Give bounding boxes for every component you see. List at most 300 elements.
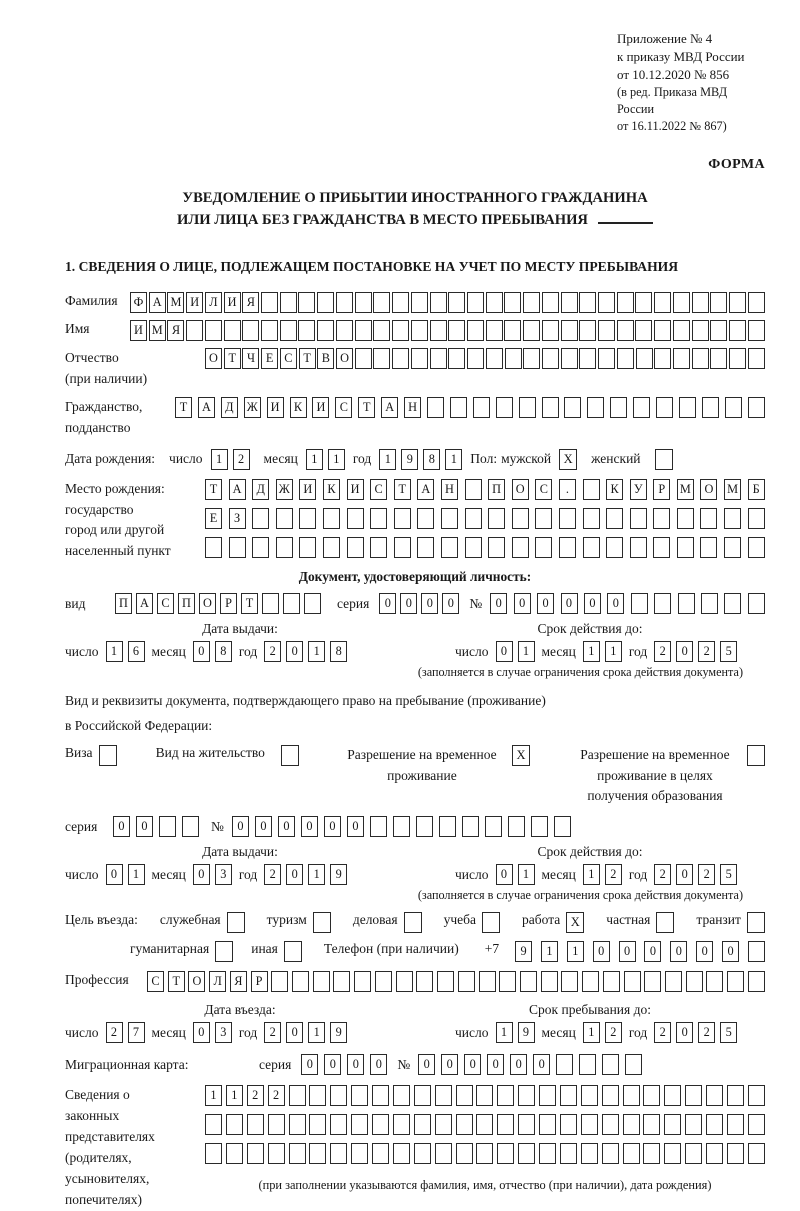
char-cell[interactable]: 1 (567, 941, 584, 962)
char-cell[interactable]: 0 (442, 593, 459, 614)
char-cell[interactable] (373, 292, 390, 313)
char-cell[interactable] (229, 537, 246, 558)
char-cell[interactable] (729, 292, 746, 313)
char-cell[interactable]: 9 (515, 941, 532, 962)
char-cell[interactable] (392, 320, 409, 341)
char-cell[interactable]: Я (242, 292, 259, 313)
char-cell[interactable] (748, 971, 765, 992)
char-cell[interactable] (476, 1143, 493, 1164)
char-cell[interactable] (531, 816, 548, 837)
char-cell[interactable] (664, 1085, 681, 1106)
char-cell[interactable] (539, 1085, 556, 1106)
char-cell[interactable] (505, 348, 522, 369)
char-cell[interactable]: О (336, 348, 353, 369)
char-cell[interactable]: И (347, 479, 364, 500)
char-cell[interactable] (725, 397, 742, 418)
char-cell[interactable]: Ж (244, 397, 261, 418)
char-cell[interactable] (748, 1143, 765, 1164)
female-checkbox[interactable] (655, 449, 673, 470)
char-cell[interactable]: 1 (205, 1085, 222, 1106)
char-cell[interactable] (623, 1114, 640, 1135)
char-cell[interactable]: 2 (268, 1085, 285, 1106)
char-cell[interactable] (623, 1085, 640, 1106)
char-cell[interactable]: 0 (324, 1054, 341, 1075)
char-cell[interactable]: 2 (698, 641, 715, 662)
char-cell[interactable] (416, 971, 433, 992)
char-cell[interactable] (370, 816, 387, 837)
char-cell[interactable]: 0 (514, 593, 531, 614)
purpose-transit-checkbox[interactable] (747, 912, 765, 933)
char-cell[interactable] (370, 508, 387, 529)
char-cell[interactable] (654, 593, 671, 614)
char-cell[interactable]: 9 (401, 449, 418, 470)
char-cell[interactable]: О (512, 479, 529, 500)
char-cell[interactable]: 1 (308, 1022, 325, 1043)
char-cell[interactable] (523, 348, 540, 369)
char-cell[interactable] (347, 508, 364, 529)
char-cell[interactable]: 9 (330, 864, 347, 885)
char-cell[interactable]: 0 (533, 1054, 550, 1075)
char-cell[interactable] (581, 1143, 598, 1164)
char-cell[interactable] (355, 292, 372, 313)
char-cell[interactable]: А (229, 479, 246, 500)
char-cell[interactable]: А (149, 292, 166, 313)
char-cell[interactable] (579, 292, 596, 313)
char-cell[interactable] (625, 1054, 642, 1075)
char-cell[interactable] (479, 971, 496, 992)
char-cell[interactable]: 2 (605, 864, 622, 885)
char-cell[interactable] (226, 1143, 243, 1164)
char-cell[interactable] (748, 1114, 765, 1135)
residence-permit-checkbox[interactable] (281, 745, 299, 766)
char-cell[interactable] (706, 1143, 723, 1164)
char-cell[interactable]: Т (394, 479, 411, 500)
char-cell[interactable] (485, 816, 502, 837)
char-cell[interactable] (602, 1054, 619, 1075)
char-cell[interactable]: О (205, 348, 222, 369)
char-cell[interactable]: 0 (232, 816, 249, 837)
char-cell[interactable] (560, 1143, 577, 1164)
char-cell[interactable] (653, 537, 670, 558)
char-cell[interactable] (542, 292, 559, 313)
char-cell[interactable]: 0 (255, 816, 272, 837)
char-cell[interactable] (497, 1114, 514, 1135)
char-cell[interactable] (224, 320, 241, 341)
char-cell[interactable]: 0 (286, 1022, 303, 1043)
char-cell[interactable] (476, 1085, 493, 1106)
char-cell[interactable]: 1 (518, 641, 535, 662)
char-cell[interactable]: 1 (226, 1085, 243, 1106)
char-cell[interactable] (496, 397, 513, 418)
char-cell[interactable] (561, 348, 578, 369)
char-cell[interactable] (317, 292, 334, 313)
char-cell[interactable] (393, 1085, 410, 1106)
char-cell[interactable] (685, 1143, 702, 1164)
char-cell[interactable]: П (488, 479, 505, 500)
char-cell[interactable]: 0 (193, 1022, 210, 1043)
char-cell[interactable] (560, 1085, 577, 1106)
char-cell[interactable] (542, 320, 559, 341)
char-cell[interactable] (323, 508, 340, 529)
char-cell[interactable] (430, 292, 447, 313)
char-cell[interactable]: Д (252, 479, 269, 500)
char-cell[interactable]: 0 (286, 641, 303, 662)
char-cell[interactable]: 0 (487, 1054, 504, 1075)
char-cell[interactable] (280, 292, 297, 313)
char-cell[interactable] (748, 397, 765, 418)
visa-checkbox[interactable] (99, 745, 117, 766)
char-cell[interactable]: К (290, 397, 307, 418)
char-cell[interactable] (727, 1143, 744, 1164)
char-cell[interactable] (467, 348, 484, 369)
char-cell[interactable] (375, 971, 392, 992)
char-cell[interactable] (417, 537, 434, 558)
char-cell[interactable]: 1 (496, 1022, 513, 1043)
char-cell[interactable] (392, 292, 409, 313)
char-cell[interactable]: 7 (128, 1022, 145, 1043)
purpose-study-checkbox[interactable] (482, 912, 500, 933)
char-cell[interactable] (336, 320, 353, 341)
char-cell[interactable] (435, 1114, 452, 1135)
char-cell[interactable] (323, 537, 340, 558)
char-cell[interactable] (603, 971, 620, 992)
char-cell[interactable] (292, 971, 309, 992)
char-cell[interactable] (392, 348, 409, 369)
char-cell[interactable] (205, 1143, 222, 1164)
purpose-business-checkbox[interactable] (404, 912, 422, 933)
char-cell[interactable] (679, 397, 696, 418)
char-cell[interactable] (561, 971, 578, 992)
char-cell[interactable] (430, 348, 447, 369)
char-cell[interactable] (635, 292, 652, 313)
char-cell[interactable]: 2 (698, 864, 715, 885)
char-cell[interactable] (606, 508, 623, 529)
char-cell[interactable] (559, 508, 576, 529)
char-cell[interactable]: Т (168, 971, 185, 992)
char-cell[interactable] (473, 397, 490, 418)
char-cell[interactable]: 0 (644, 941, 661, 962)
char-cell[interactable] (441, 508, 458, 529)
char-cell[interactable]: 0 (593, 941, 610, 962)
char-cell[interactable] (542, 348, 559, 369)
char-cell[interactable] (430, 320, 447, 341)
char-cell[interactable]: 1 (308, 864, 325, 885)
char-cell[interactable] (579, 348, 596, 369)
char-cell[interactable] (561, 320, 578, 341)
char-cell[interactable]: 1 (328, 449, 345, 470)
char-cell[interactable] (643, 1085, 660, 1106)
char-cell[interactable]: А (136, 593, 153, 614)
char-cell[interactable] (678, 593, 695, 614)
char-cell[interactable]: 2 (264, 641, 281, 662)
char-cell[interactable] (393, 1143, 410, 1164)
char-cell[interactable]: 2 (264, 1022, 281, 1043)
char-cell[interactable]: П (115, 593, 132, 614)
char-cell[interactable] (602, 1143, 619, 1164)
purpose-tourism-checkbox[interactable] (313, 912, 331, 933)
char-cell[interactable]: 1 (583, 864, 600, 885)
char-cell[interactable]: А (198, 397, 215, 418)
char-cell[interactable] (336, 292, 353, 313)
char-cell[interactable] (665, 971, 682, 992)
char-cell[interactable] (289, 1114, 306, 1135)
char-cell[interactable] (602, 1114, 619, 1135)
char-cell[interactable] (372, 1085, 389, 1106)
char-cell[interactable]: 0 (496, 864, 513, 885)
char-cell[interactable] (706, 1085, 723, 1106)
char-cell[interactable]: 0 (607, 593, 624, 614)
char-cell[interactable] (252, 508, 269, 529)
char-cell[interactable] (643, 1114, 660, 1135)
char-cell[interactable] (394, 508, 411, 529)
char-cell[interactable] (598, 320, 615, 341)
char-cell[interactable] (748, 1085, 765, 1106)
char-cell[interactable] (724, 537, 741, 558)
char-cell[interactable]: С (147, 971, 164, 992)
char-cell[interactable] (289, 1085, 306, 1106)
char-cell[interactable]: 0 (676, 641, 693, 662)
char-cell[interactable]: М (677, 479, 694, 500)
char-cell[interactable] (692, 320, 709, 341)
char-cell[interactable] (448, 348, 465, 369)
char-cell[interactable]: 9 (518, 1022, 535, 1043)
char-cell[interactable]: Т (205, 479, 222, 500)
char-cell[interactable]: О (199, 593, 216, 614)
char-cell[interactable] (317, 320, 334, 341)
char-cell[interactable] (205, 537, 222, 558)
char-cell[interactable] (333, 971, 350, 992)
char-cell[interactable] (448, 292, 465, 313)
char-cell[interactable] (539, 1143, 556, 1164)
char-cell[interactable] (654, 348, 671, 369)
char-cell[interactable]: 0 (619, 941, 636, 962)
char-cell[interactable]: 0 (537, 593, 554, 614)
char-cell[interactable]: У (630, 479, 647, 500)
char-cell[interactable] (519, 397, 536, 418)
purpose-private-checkbox[interactable] (656, 912, 674, 933)
char-cell[interactable]: 0 (696, 941, 713, 962)
char-cell[interactable]: Ж (276, 479, 293, 500)
purpose-other-checkbox[interactable] (284, 941, 302, 962)
char-cell[interactable]: 0 (301, 1054, 318, 1075)
char-cell[interactable]: Т (358, 397, 375, 418)
char-cell[interactable] (724, 593, 741, 614)
char-cell[interactable] (394, 537, 411, 558)
char-cell[interactable]: 0 (400, 593, 417, 614)
char-cell[interactable] (396, 971, 413, 992)
char-cell[interactable] (630, 508, 647, 529)
char-cell[interactable] (414, 1085, 431, 1106)
char-cell[interactable] (701, 593, 718, 614)
char-cell[interactable] (226, 1114, 243, 1135)
char-cell[interactable] (186, 320, 203, 341)
char-cell[interactable]: З (229, 508, 246, 529)
char-cell[interactable] (512, 508, 529, 529)
char-cell[interactable]: 2 (247, 1085, 264, 1106)
char-cell[interactable] (602, 1085, 619, 1106)
char-cell[interactable] (330, 1114, 347, 1135)
char-cell[interactable] (488, 537, 505, 558)
char-cell[interactable] (393, 816, 410, 837)
char-cell[interactable] (354, 971, 371, 992)
char-cell[interactable] (518, 1143, 535, 1164)
char-cell[interactable]: 2 (654, 641, 671, 662)
char-cell[interactable] (351, 1114, 368, 1135)
char-cell[interactable] (411, 348, 428, 369)
temp-residence-education-checkbox[interactable] (747, 745, 765, 766)
char-cell[interactable] (437, 971, 454, 992)
char-cell[interactable] (486, 292, 503, 313)
char-cell[interactable] (656, 397, 673, 418)
char-cell[interactable] (182, 816, 199, 837)
char-cell[interactable]: 3 (215, 864, 232, 885)
char-cell[interactable] (518, 1114, 535, 1135)
char-cell[interactable] (414, 1143, 431, 1164)
char-cell[interactable] (261, 292, 278, 313)
char-cell[interactable] (486, 348, 503, 369)
char-cell[interactable]: 6 (128, 641, 145, 662)
char-cell[interactable]: 0 (379, 593, 396, 614)
char-cell[interactable] (624, 971, 641, 992)
char-cell[interactable]: Я (167, 320, 184, 341)
char-cell[interactable] (654, 292, 671, 313)
char-cell[interactable] (539, 1114, 556, 1135)
char-cell[interactable]: 8 (423, 449, 440, 470)
char-cell[interactable]: С (335, 397, 352, 418)
char-cell[interactable]: 0 (286, 864, 303, 885)
char-cell[interactable] (583, 479, 600, 500)
char-cell[interactable]: 0 (421, 593, 438, 614)
char-cell[interactable]: 2 (654, 864, 671, 885)
char-cell[interactable] (673, 320, 690, 341)
char-cell[interactable] (664, 1143, 681, 1164)
char-cell[interactable]: 1 (541, 941, 558, 962)
char-cell[interactable]: 3 (215, 1022, 232, 1043)
char-cell[interactable]: Я (230, 971, 247, 992)
char-cell[interactable]: 2 (264, 864, 281, 885)
char-cell[interactable]: А (417, 479, 434, 500)
char-cell[interactable]: Д (221, 397, 238, 418)
char-cell[interactable] (685, 1085, 702, 1106)
char-cell[interactable]: 1 (445, 449, 462, 470)
char-cell[interactable] (564, 397, 581, 418)
char-cell[interactable] (289, 1143, 306, 1164)
char-cell[interactable]: Т (299, 348, 316, 369)
char-cell[interactable] (242, 320, 259, 341)
char-cell[interactable] (476, 1114, 493, 1135)
char-cell[interactable]: И (312, 397, 329, 418)
char-cell[interactable] (635, 320, 652, 341)
char-cell[interactable] (497, 1143, 514, 1164)
char-cell[interactable]: 0 (193, 864, 210, 885)
char-cell[interactable] (372, 1143, 389, 1164)
char-cell[interactable]: И (130, 320, 147, 341)
char-cell[interactable] (499, 971, 516, 992)
char-cell[interactable] (159, 816, 176, 837)
char-cell[interactable] (556, 1054, 573, 1075)
char-cell[interactable] (205, 1114, 222, 1135)
char-cell[interactable]: Р (220, 593, 237, 614)
purpose-official-checkbox[interactable] (227, 912, 245, 933)
char-cell[interactable] (299, 537, 316, 558)
char-cell[interactable] (465, 537, 482, 558)
char-cell[interactable] (370, 537, 387, 558)
char-cell[interactable] (523, 292, 540, 313)
char-cell[interactable]: 5 (720, 641, 737, 662)
char-cell[interactable] (729, 320, 746, 341)
char-cell[interactable] (309, 1085, 326, 1106)
char-cell[interactable]: 0 (676, 1022, 693, 1043)
char-cell[interactable] (448, 320, 465, 341)
char-cell[interactable] (677, 537, 694, 558)
char-cell[interactable]: И (186, 292, 203, 313)
char-cell[interactable] (458, 971, 475, 992)
char-cell[interactable]: И (267, 397, 284, 418)
char-cell[interactable] (581, 1085, 598, 1106)
char-cell[interactable]: 0 (561, 593, 578, 614)
char-cell[interactable]: 0 (347, 1054, 364, 1075)
char-cell[interactable]: 0 (490, 593, 507, 614)
char-cell[interactable]: 0 (464, 1054, 481, 1075)
char-cell[interactable]: Ч (242, 348, 259, 369)
char-cell[interactable]: 0 (722, 941, 739, 962)
char-cell[interactable]: 9 (330, 1022, 347, 1043)
char-cell[interactable] (748, 292, 765, 313)
char-cell[interactable]: 0 (193, 641, 210, 662)
char-cell[interactable] (299, 508, 316, 529)
char-cell[interactable] (630, 537, 647, 558)
char-cell[interactable] (692, 292, 709, 313)
char-cell[interactable] (561, 292, 578, 313)
char-cell[interactable]: 1 (605, 641, 622, 662)
char-cell[interactable]: 1 (379, 449, 396, 470)
char-cell[interactable] (417, 508, 434, 529)
char-cell[interactable] (677, 508, 694, 529)
char-cell[interactable]: 1 (583, 641, 600, 662)
char-cell[interactable] (309, 1114, 326, 1135)
char-cell[interactable]: 0 (496, 641, 513, 662)
char-cell[interactable] (247, 1114, 264, 1135)
char-cell[interactable] (710, 348, 727, 369)
char-cell[interactable] (748, 537, 765, 558)
char-cell[interactable] (205, 320, 222, 341)
char-cell[interactable] (579, 320, 596, 341)
char-cell[interactable] (467, 320, 484, 341)
char-cell[interactable]: Т (224, 348, 241, 369)
char-cell[interactable]: 1 (211, 449, 228, 470)
char-cell[interactable]: О (188, 971, 205, 992)
char-cell[interactable] (518, 1085, 535, 1106)
char-cell[interactable]: Р (251, 971, 268, 992)
char-cell[interactable] (727, 1085, 744, 1106)
char-cell[interactable] (686, 971, 703, 992)
char-cell[interactable] (535, 508, 552, 529)
char-cell[interactable] (261, 320, 278, 341)
char-cell[interactable] (268, 1143, 285, 1164)
char-cell[interactable]: Н (404, 397, 421, 418)
char-cell[interactable] (702, 397, 719, 418)
purpose-work-checkbox[interactable]: X (566, 912, 584, 933)
char-cell[interactable] (617, 292, 634, 313)
char-cell[interactable] (416, 816, 433, 837)
char-cell[interactable] (298, 320, 315, 341)
char-cell[interactable] (373, 348, 390, 369)
char-cell[interactable] (465, 479, 482, 500)
char-cell[interactable]: Ф (130, 292, 147, 313)
char-cell[interactable] (456, 1114, 473, 1135)
char-cell[interactable]: 2 (106, 1022, 123, 1043)
char-cell[interactable]: С (535, 479, 552, 500)
